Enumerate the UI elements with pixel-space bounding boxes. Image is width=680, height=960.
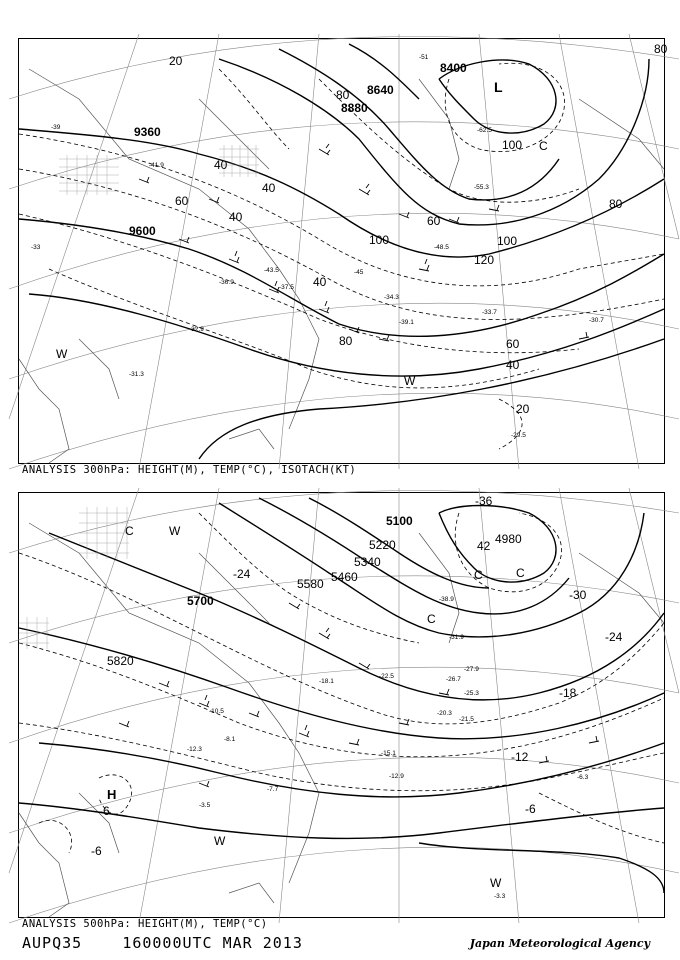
graticule [9,488,679,923]
isotach-label: 20 [169,54,183,68]
temp-label: 42 [477,539,491,553]
temp-label: -30 [569,588,587,602]
station-value: -6.3 [577,774,589,781]
station-value: -55.3 [474,184,489,191]
map-panel-500hpa [18,492,665,918]
station-value: -27.9 [464,666,479,673]
height-label: 5820 [107,654,134,668]
caption-300hpa: ANALYSIS 300hPa: HEIGHT(M), TEMP(°C), ISOTACH(KT) [22,464,357,476]
map-300hpa-svg [19,39,668,463]
caption-500hpa: ANALYSIS 500hPa: HEIGHT(M), TEMP(°C) [22,918,268,930]
low-center-label: L [494,79,503,95]
height-label: 8640 [367,83,394,97]
height-label: 5580 [297,577,324,591]
isotach-label: 100 [502,138,523,152]
station-value: -15.1 [381,750,396,757]
temp-label: -24 [605,630,623,644]
station-value: -22.5 [379,673,394,680]
isotach-label: 120 [474,253,495,267]
isotach-label: 60 [175,194,189,208]
isotach-label: 80 [339,334,353,348]
station-value: -37.5 [279,284,294,291]
isotach-label: 80 [654,42,668,56]
station-value: -18.1 [319,678,334,685]
height-label: 8880 [341,101,368,115]
height-label: 9360 [134,125,161,139]
valid-time: 160000UTC MAR 2013 [122,934,303,952]
station-value: -41.9 [149,162,164,169]
station-value: -31.9 [449,634,464,641]
station-value: -62.5 [477,127,492,134]
station-value: -51 [419,54,429,61]
cold-center-label: C [125,524,134,538]
isotach-label: 100 [369,233,390,247]
isotherms [19,513,664,853]
station-value: -39 [51,124,61,131]
warm-mark: W [404,374,416,388]
cold-center-label: C [539,139,548,153]
isotach-label: 40 [262,181,276,195]
cold-center-label: C [427,612,436,626]
station-value: -26.7 [446,676,461,683]
station-value: -45 [354,269,364,276]
height-label: 9600 [129,224,156,238]
isotach-label: 60 [427,214,441,228]
station-value: -10.5 [209,708,224,715]
height-label: 5460 [331,570,358,584]
station-value: -39.1 [399,319,414,326]
station-value: -33.7 [482,309,497,316]
station-value: -43.5 [264,267,279,274]
jet-core-hatch [19,507,129,649]
warm-mark: W [56,347,68,361]
station-value: -36.9 [219,279,234,286]
isotach-label: 40 [506,358,520,372]
station-value: -7.7 [267,786,279,793]
warm-mark: W [169,524,181,538]
chart-id-line [22,934,303,952]
station-value: -33 [31,244,41,251]
station-value: -48.5 [434,244,449,251]
height-label: 5700 [187,594,214,608]
jet-core-hatch [59,145,259,195]
height-label: 5220 [369,538,396,552]
temp-label: -6 [91,844,102,858]
height-label: 5100 [386,514,413,528]
isotach-label: 40 [313,275,327,289]
warm-mark: W [490,876,502,890]
coastlines [19,69,664,463]
wind-barbs [139,144,589,341]
temp-label: -24 [233,567,251,581]
temp-label: -6 [99,804,110,818]
temp-label: -36 [475,494,493,508]
station-value: -29.5 [511,432,526,439]
isotach-label: 40 [229,210,243,224]
isotach-label: 40 [214,158,228,172]
isotach-label: 20 [516,402,530,416]
station-value: -21.5 [459,716,474,723]
height-label: 4980 [495,532,522,546]
station-value: -31.3 [129,371,144,378]
station-value: -20.3 [437,710,452,717]
isotach-label: 80 [336,88,350,102]
cold-center-label: C [474,568,483,582]
warm-mark: W [214,834,226,848]
high-center-label: H [107,787,117,802]
agency-name: Japan Meteorological Agency [469,937,650,950]
height-label: 5340 [354,555,381,569]
station-value: -12.9 [389,773,404,780]
station-value: -12.3 [187,746,202,753]
isotach-label: 60 [506,337,520,351]
station-value: -32.9 [189,326,204,333]
temp-label: -18 [559,686,577,700]
map-panel-300hpa [18,38,668,464]
station-value: -3.5 [199,802,211,809]
map-500hpa-svg [19,493,664,917]
cold-center-label: C [516,566,525,580]
station-value: -34.3 [384,294,399,301]
station-value: -38.9 [439,596,454,603]
station-value: -8.1 [224,736,236,743]
chart-id: AUPQ35 [22,934,83,952]
station-value: -3.3 [494,893,506,900]
temp-label: -12 [511,750,529,764]
station-value: -30.7 [589,317,604,324]
temp-label: -6 [525,802,536,816]
height-label: 8400 [440,61,467,75]
isotach-label: 80 [609,197,623,211]
station-value: -25.3 [464,690,479,697]
isotach-label: 100 [497,234,518,248]
